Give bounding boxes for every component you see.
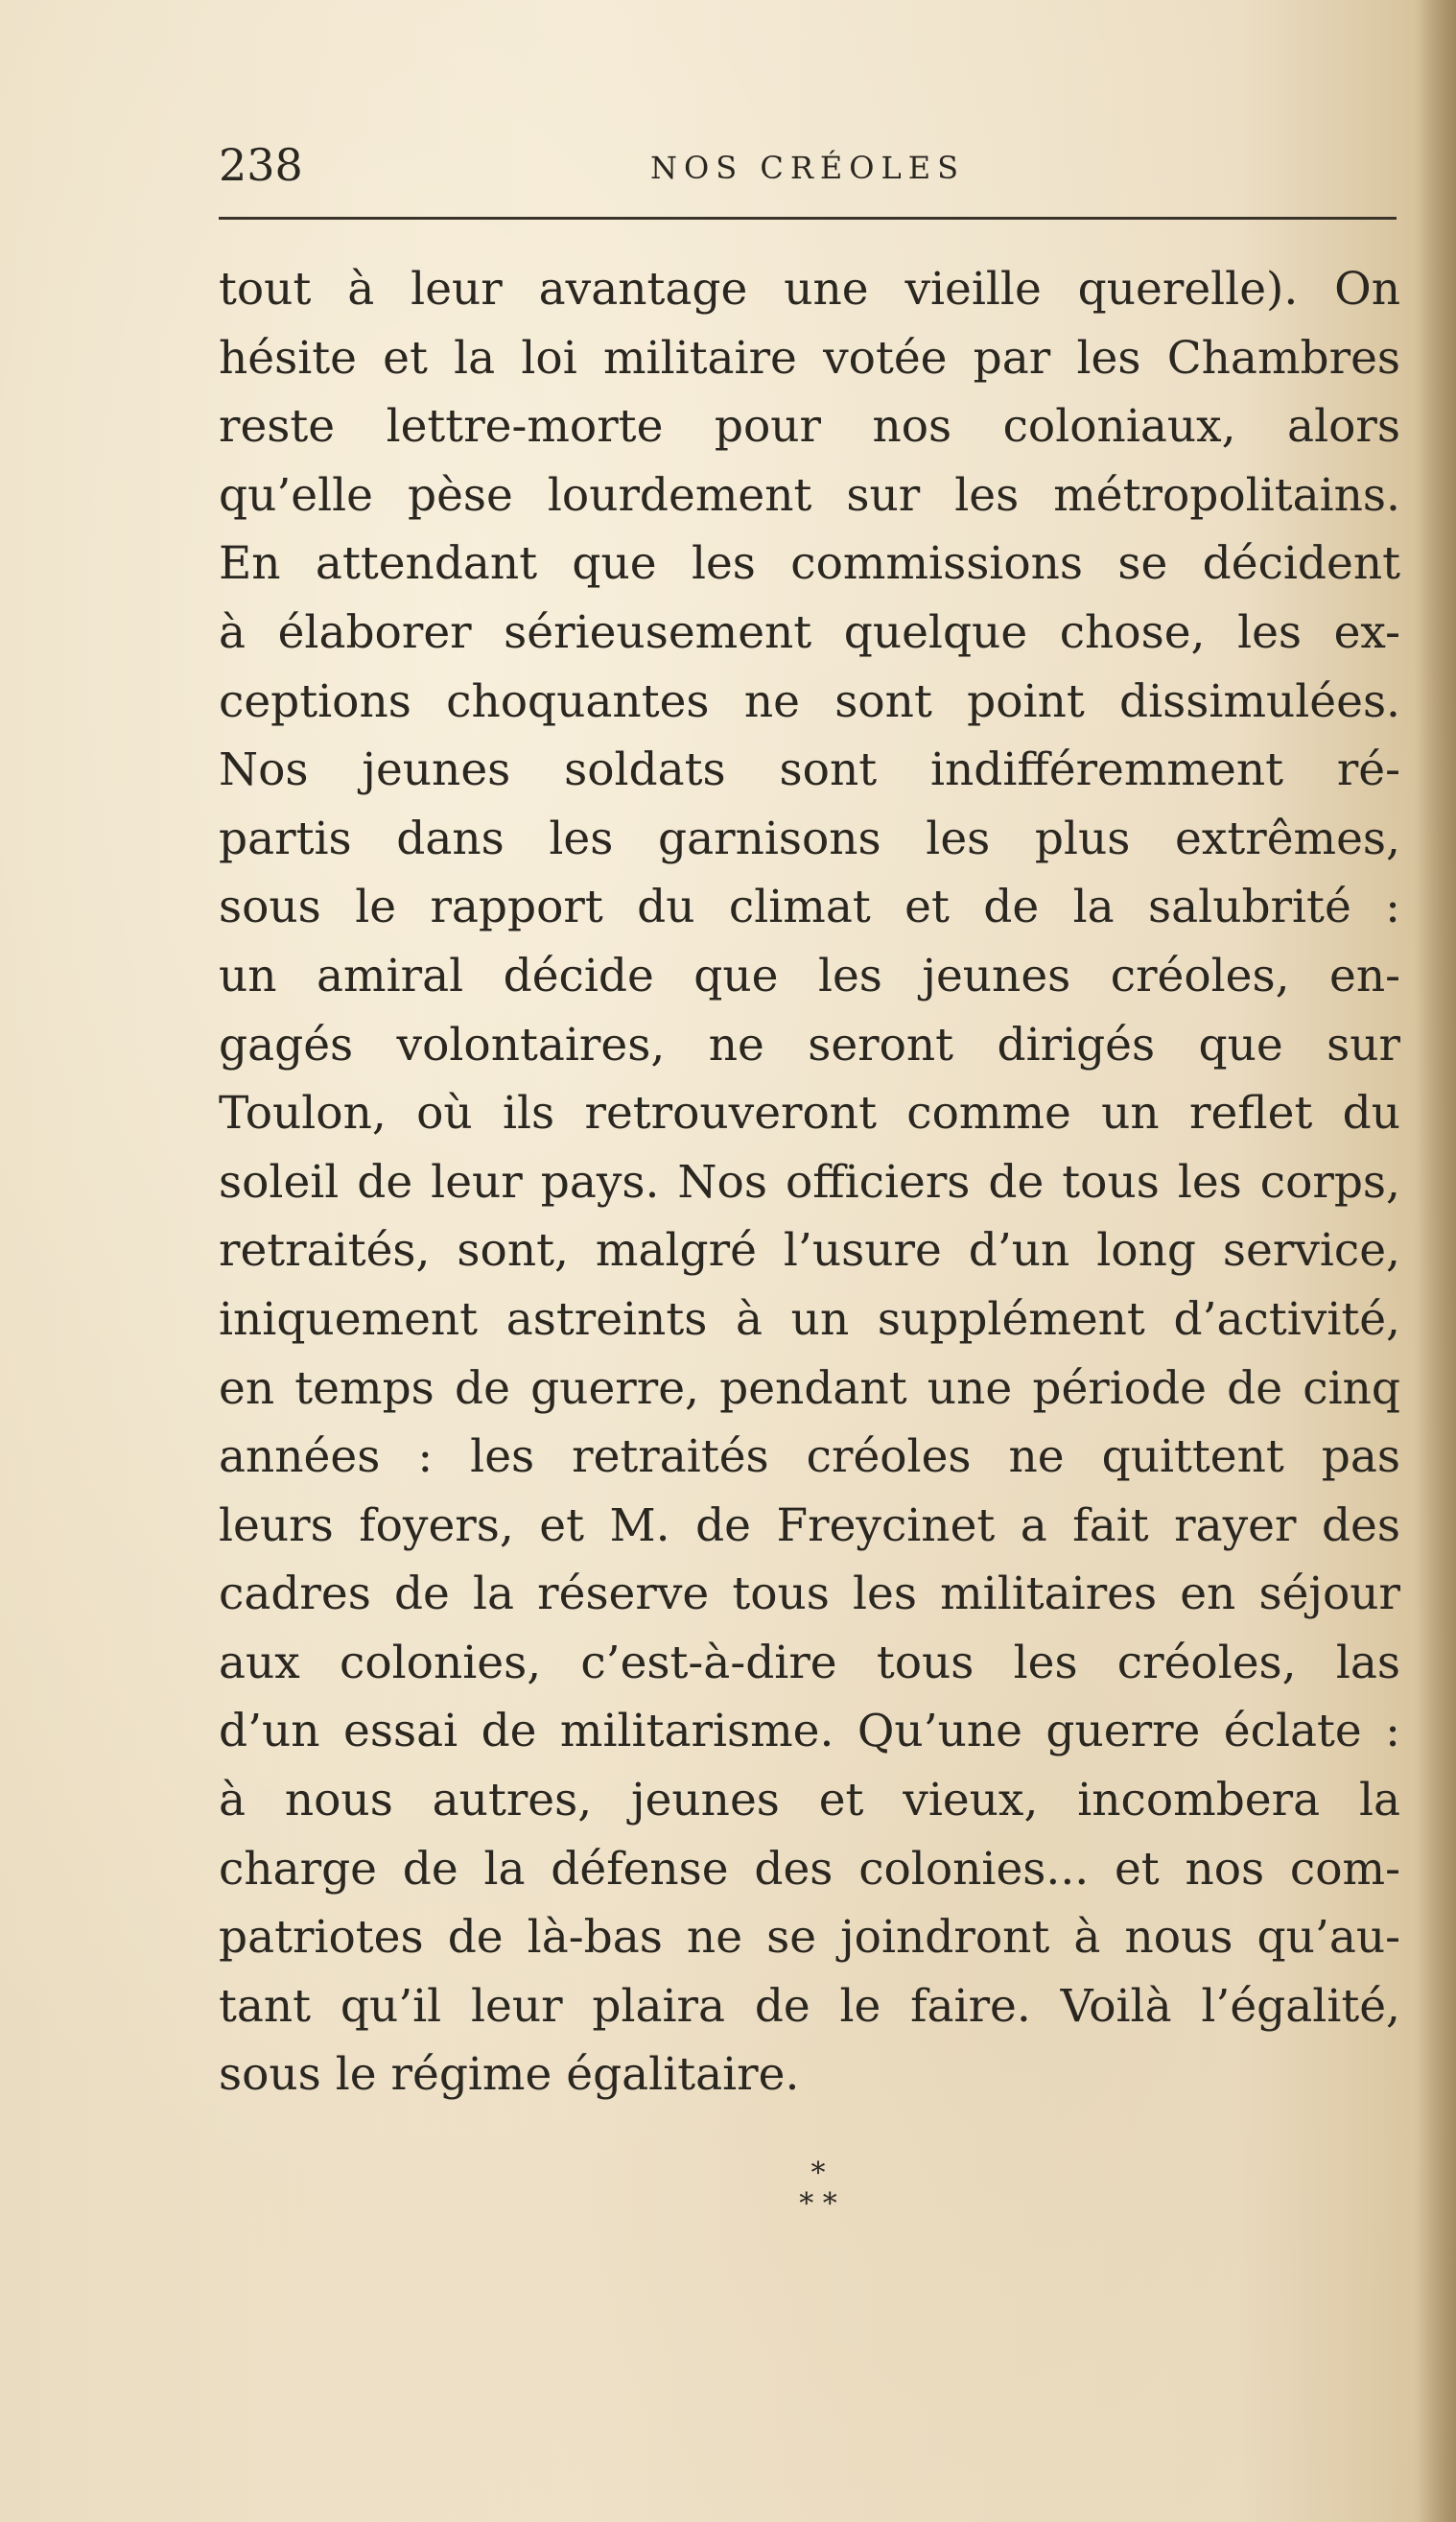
text-line: un amiral décide que les jeunes créoles, en-: [219, 949, 1400, 1002]
text-line: iniquement astreints à un supplément d’activité,: [219, 1292, 1400, 1346]
page-number: 238: [219, 139, 303, 191]
text-line: cadres de la réserve tous les militaires en séjour: [219, 1567, 1400, 1621]
text-line: Nos jeunes soldats sont indifféremment ré-: [219, 743, 1400, 797]
text-line: charge de la défense des colonies... et nos com-: [219, 1842, 1400, 1896]
text-line: Toulon, où ils retrouveront comme un reflet du: [219, 1087, 1400, 1141]
text-line: hésite et la loi militaire votée par les Chambres: [219, 331, 1400, 385]
asterism-bottom: * *: [799, 2187, 837, 2221]
text-line: soleil de leur pays. Nos officiers de tous les corps,: [219, 1155, 1400, 1209]
text-line: aux colonies, c’est-à-dire tous les créoles, las: [219, 1636, 1400, 1689]
text-line: patriotes de là-bas ne se joindront à nous qu’au-: [219, 1911, 1400, 1965]
text-line: en temps de guerre, pendant une période de cinq: [219, 1361, 1400, 1415]
asterism-top: *: [810, 2157, 826, 2190]
text-line: leurs foyers, et M. de Freycinet a fait rayer des: [219, 1498, 1400, 1552]
text-line: années : les retraités créoles ne quittent pas: [219, 1430, 1400, 1484]
text-line: gagés volontaires, ne seront dirigés que sur: [219, 1018, 1400, 1072]
header-rule: [219, 217, 1397, 220]
running-head: NOS CRÉOLES: [650, 150, 966, 186]
body-text: [219, 255, 1400, 2110]
text-line: sous le rapport du climat et de la salubrité :: [219, 881, 1400, 934]
text-line: tout à leur avantage une vieille querelle). On: [219, 263, 1400, 316]
text-line: reste lettre-morte pour nos coloniaux, alors: [219, 400, 1400, 454]
page-header: [219, 136, 1398, 194]
text-line: d’un essai de militarisme. Qu’une guerre éclate :: [219, 1705, 1400, 1758]
text-line: ceptions choquantes ne sont point dissimulées.: [219, 674, 1400, 728]
text-line: retraités, sont, malgré l’usure d’un long service,: [219, 1224, 1400, 1278]
text-line: qu’elle pèse lourdement sur les métropolitains.: [219, 468, 1400, 522]
text-line: En attendant que les commissions se décident: [219, 537, 1400, 591]
text-line: à nous autres, jeunes et vieux, incombera la: [219, 1774, 1400, 1827]
asterism-ornament: [775, 2158, 861, 2220]
page-edge-shadow: [1418, 0, 1456, 2522]
text-line: à élaborer sérieusement quelque chose, les ex-: [219, 605, 1400, 659]
text-line: partis dans les garnisons les plus extrêmes,: [219, 812, 1400, 865]
text-line-last: sous le régime égalitaire.: [219, 2048, 800, 2102]
text-line: tant qu’il leur plaira de le faire. Voilà l’égalité,: [219, 1979, 1400, 2033]
